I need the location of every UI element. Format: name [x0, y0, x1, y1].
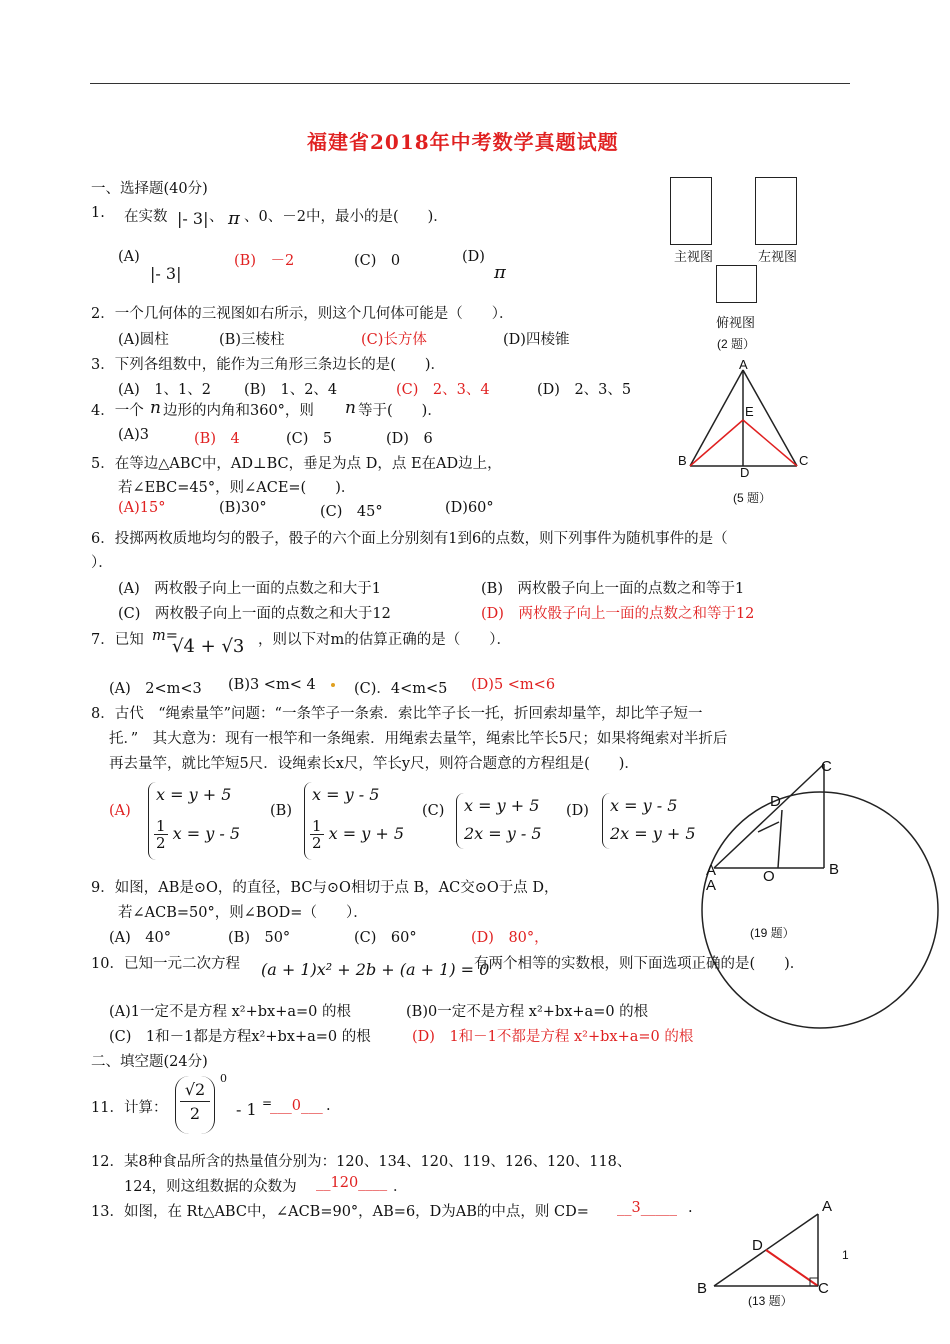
page-number: 1 — [842, 1248, 849, 1262]
q12-dot: ． — [393, 1179, 408, 1195]
fig19-label-o: O — [763, 868, 775, 885]
q13-dot: . — [688, 1200, 693, 1216]
fig5-label-e: E — [745, 404, 754, 419]
q11-minus-one: - 1 — [236, 1100, 257, 1119]
q3-option-d: (D) 2、3、5 — [537, 382, 632, 398]
q4-text-a: 4．一个 — [91, 403, 144, 419]
q2-text: 2．一个几何体的三视图如右所示，则这个几何体可能是（ ）． — [91, 306, 514, 322]
q8-option-a-system — [148, 782, 258, 862]
fig19-label-b: B — [829, 861, 840, 878]
line-ac — [714, 764, 824, 868]
q8-option-c-label: (C) — [422, 803, 445, 819]
q3-text: 3．下列各组数中，能作为三角形三条边长的是( )． — [91, 357, 446, 373]
q8-line2: 托．” 其大意为：现有一根竿和一条绳索．用绳索去量竿，绳索比竿长5尺；如果将绳索对半折后 — [109, 731, 728, 747]
top-view-rect — [716, 265, 757, 303]
q2-option-a: (A)圆柱 — [118, 332, 169, 348]
q11-dot: . — [326, 1098, 331, 1114]
fig13-label-c: C — [818, 1280, 829, 1297]
q6-option-b: (B) 两枚骰子向上一面的点数之和等于1 — [481, 581, 745, 597]
q5-option-b: (B)30° — [219, 500, 267, 516]
q2-option-c: (C)长方体 — [361, 332, 427, 348]
q1-option-d-label: (D) — [462, 249, 485, 265]
front-view-rect — [670, 177, 712, 245]
q9-option-d: (D) 80°， — [471, 930, 549, 946]
q4-option-a: (A)3 — [118, 427, 150, 443]
q1-pi: π — [228, 208, 240, 229]
q11-denominator: 2 — [189, 1104, 201, 1123]
q1-text-a: 在实数 — [124, 209, 168, 225]
top-rule — [90, 83, 850, 84]
section-1-heading: 一、选择题(40分) — [91, 181, 208, 197]
fig2-caption: (2 题） — [717, 337, 756, 351]
q8-line1: 8．古代 “绳索量竿”问题：“一条竿子一条索．索比竿子长一托，折回索却量竿，却比竿子短一 — [91, 706, 703, 722]
q8-c-eq2: 2x = y - 5 — [464, 824, 542, 843]
q8-option-a-label: (A) — [109, 803, 131, 819]
q2-option-b: (B)三棱柱 — [219, 332, 285, 348]
q13-text: 13．如图，在 Rt△ABC中，∠ACB=90°，AB=6，D为AB的中点，则 CD= — [91, 1204, 589, 1220]
fig13-caption: (13 题） — [748, 1294, 793, 1308]
q6-option-a: (A) 两枚骰子向上一面的点数之和大于1 — [118, 581, 382, 597]
q8-d-eq2: 2x = y + 5 — [610, 824, 696, 843]
q4-n1: n — [150, 398, 161, 418]
fig19-caption: (19 题） — [750, 926, 795, 940]
q7-option-a: (A) 2<m<3 — [109, 681, 202, 697]
q5-line2: 若∠EBC=45°，则∠ACE=( )． — [118, 480, 356, 496]
q1-option-d-value: π — [494, 262, 506, 283]
q11-text: 11．计算： — [91, 1100, 168, 1116]
q8-b-eq1: x = y - 5 — [312, 785, 380, 804]
segment-ce — [743, 420, 797, 466]
fig5-label-a: A — [739, 357, 748, 372]
q9-option-a: (A) 40° — [109, 930, 171, 946]
fig5-label-b: B — [678, 453, 687, 468]
q3-option-c: (C) 2、3、4 — [396, 382, 490, 398]
q8-d-eq1: x = y - 5 — [610, 796, 678, 815]
q7-m-eq: m= — [152, 628, 178, 644]
q4-option-d: (D) 6 — [386, 431, 433, 447]
q8-c-eq1: x = y + 5 — [464, 796, 540, 815]
stray-dot — [331, 683, 335, 687]
q8-option-d-label: (D) — [566, 803, 589, 819]
q10-option-d: (D) 1和－1不都是方程 x²+bx+a=0 的根 — [412, 1029, 694, 1045]
fig19-label-c: C — [821, 758, 832, 775]
half-fraction: $\frac{1}{2}$ — [312, 817, 322, 852]
q11-numerator: √2 — [180, 1080, 210, 1102]
fig19-diagram — [700, 760, 940, 1050]
q10-option-b: (B)0一定不是方程 x²+bx+a=0 的根 — [406, 1004, 649, 1020]
segment-be — [690, 420, 743, 466]
q1-abs-three: |- 3| — [177, 209, 209, 228]
q1-option-c: (C) 0 — [354, 253, 401, 269]
q6-option-d: (D) 两枚骰子向上一面的点数之和等于12 — [481, 606, 755, 622]
q9-line1: 9．如图，AB是⊙O，的直径，BC与⊙O相切于点 B，AC交⊙O于点 D， — [91, 880, 559, 896]
segment-od — [778, 810, 782, 868]
q7-text-b: ，则以下对m的估算正确的是（ ）． — [258, 632, 511, 648]
q7-sqrt-expr: √4 + √3 — [172, 636, 245, 657]
q1-option-a-label: (A) — [118, 249, 140, 265]
q4-text-c: 等于( )． — [358, 403, 442, 419]
fig5-caption: (5 题） — [733, 491, 772, 505]
fig13-label-d: D — [752, 1237, 763, 1254]
q13-blank: __3_____ — [617, 1200, 677, 1216]
front-view-label: 主视图 — [674, 249, 714, 264]
q8-b-eq2: x = y + 5 — [328, 824, 405, 843]
q10-text-a: 10．已知一元二次方程 — [91, 956, 240, 972]
q6-option-c: (C) 两枚骰子向上一面的点数之和大于12 — [118, 606, 391, 622]
q10-option-c: (C) 1和－1都是方程x²+bx+a=0 的根 — [109, 1029, 371, 1045]
fig5-label-d: D — [740, 465, 750, 480]
fig5-label-c: C — [799, 453, 809, 468]
q8-line3: 再去量竿，就比竿短5尺．设绳索长x尺，竿长y尺，则符合题意的方程组是( )． — [109, 756, 639, 772]
q11-exponent: 0 — [220, 1072, 227, 1085]
q5-option-d: (D)60° — [445, 500, 494, 516]
q7-option-c: (C)．4<m<5 — [354, 681, 448, 697]
q3-option-a: (A) 1、1、2 — [118, 382, 211, 398]
q12-blank: __120____ — [316, 1175, 388, 1191]
fig13-label-a: A — [822, 1198, 833, 1215]
q8-a-eq1: x = y + 5 — [156, 785, 232, 804]
q3-option-b: (B) 1、2、4 — [244, 382, 338, 398]
q4-option-c: (C) 5 — [286, 431, 333, 447]
q1-option-b: (B) －2 — [234, 253, 295, 269]
q8-a-eq2: x = y - 5 — [172, 824, 241, 843]
q5-option-c: (C) 45° — [320, 504, 383, 520]
fig19-label-d: D — [770, 793, 781, 810]
q6-line1: 6．投掷两枚质地均匀的骰子，骰子的六个面上分别刻有1到6的点数，则下列事件为随机事件的是（ — [91, 531, 728, 547]
q11-blank: ___0___ — [270, 1098, 323, 1114]
q11-paren-content — [180, 1080, 210, 1123]
q4-n2: n — [345, 398, 356, 418]
page-title: 福建省2018年中考数学真题试题 — [307, 130, 619, 154]
fig19-label-a1: A — [706, 862, 717, 879]
q10-equation: (a + 1)x² + 2b + (a + 1) = 0 — [261, 960, 490, 979]
q8-option-b-label: (B) — [270, 803, 292, 819]
q4-option-b: (B) 4 — [194, 431, 240, 447]
q9-option-c: (C) 60° — [354, 930, 417, 946]
fig19-label-a2: A — [706, 877, 717, 894]
q1-text-b: 、0、－2中，最小的是( )． — [244, 209, 448, 225]
q1-option-a-value: |- 3| — [150, 264, 182, 283]
left-view-label: 左视图 — [758, 249, 798, 264]
q5-option-a: (A)15° — [118, 500, 166, 516]
q9-line2: 若∠ACB=50°，则∠BOD=（ ）． — [118, 905, 368, 921]
q5-line1: 5．在等边△ABC中，AD⊥BC，垂足为点 D，点 E在AD边上， — [91, 456, 502, 472]
q8-option-d-system — [602, 793, 712, 853]
fig13-label-b: B — [697, 1280, 708, 1297]
q7-option-b: (B)3 <m< 4 — [228, 677, 316, 693]
q8-b-eq2-row — [310, 818, 404, 851]
q12-line1: 12．某8种食品所含的热量值分别为：120、134、120、119、126、120、118、 — [91, 1154, 632, 1170]
q9-option-b: (B) 50° — [228, 930, 291, 946]
q11-equals: = — [262, 1096, 273, 1110]
q12-line2: 124，则这组数据的众数为 — [124, 1179, 297, 1195]
q1-number: 1. — [91, 205, 105, 221]
q8-option-b-system — [304, 782, 414, 862]
side-ab — [690, 370, 743, 466]
q2-option-d: (D)四棱锥 — [503, 332, 570, 348]
left-view-rect — [755, 177, 797, 245]
q7-option-d: (D)5 <m<6 — [471, 677, 556, 693]
q8-a-eq2-row — [154, 818, 240, 851]
q6-line2: ）． — [91, 555, 113, 571]
q10-option-a: (A)1一定不是方程 x²+bx+a=0 的根 — [109, 1004, 351, 1020]
q1-sep: 、 — [209, 209, 224, 225]
q4-text-b: 边形的内角和360°，则 — [163, 403, 314, 419]
q8-option-c-system — [456, 793, 566, 853]
q10-text-b: 有两个相等的实数根，则下面选项正确的是( )． — [474, 956, 805, 972]
q7-text-a: 7．已知 — [91, 632, 144, 648]
top-view-label: 俯视图 — [716, 315, 756, 330]
circle-o — [702, 792, 938, 1028]
half-fraction: $\frac{1}{2}$ — [156, 817, 166, 852]
section-2-heading: 二、填空题(24分) — [91, 1054, 208, 1070]
